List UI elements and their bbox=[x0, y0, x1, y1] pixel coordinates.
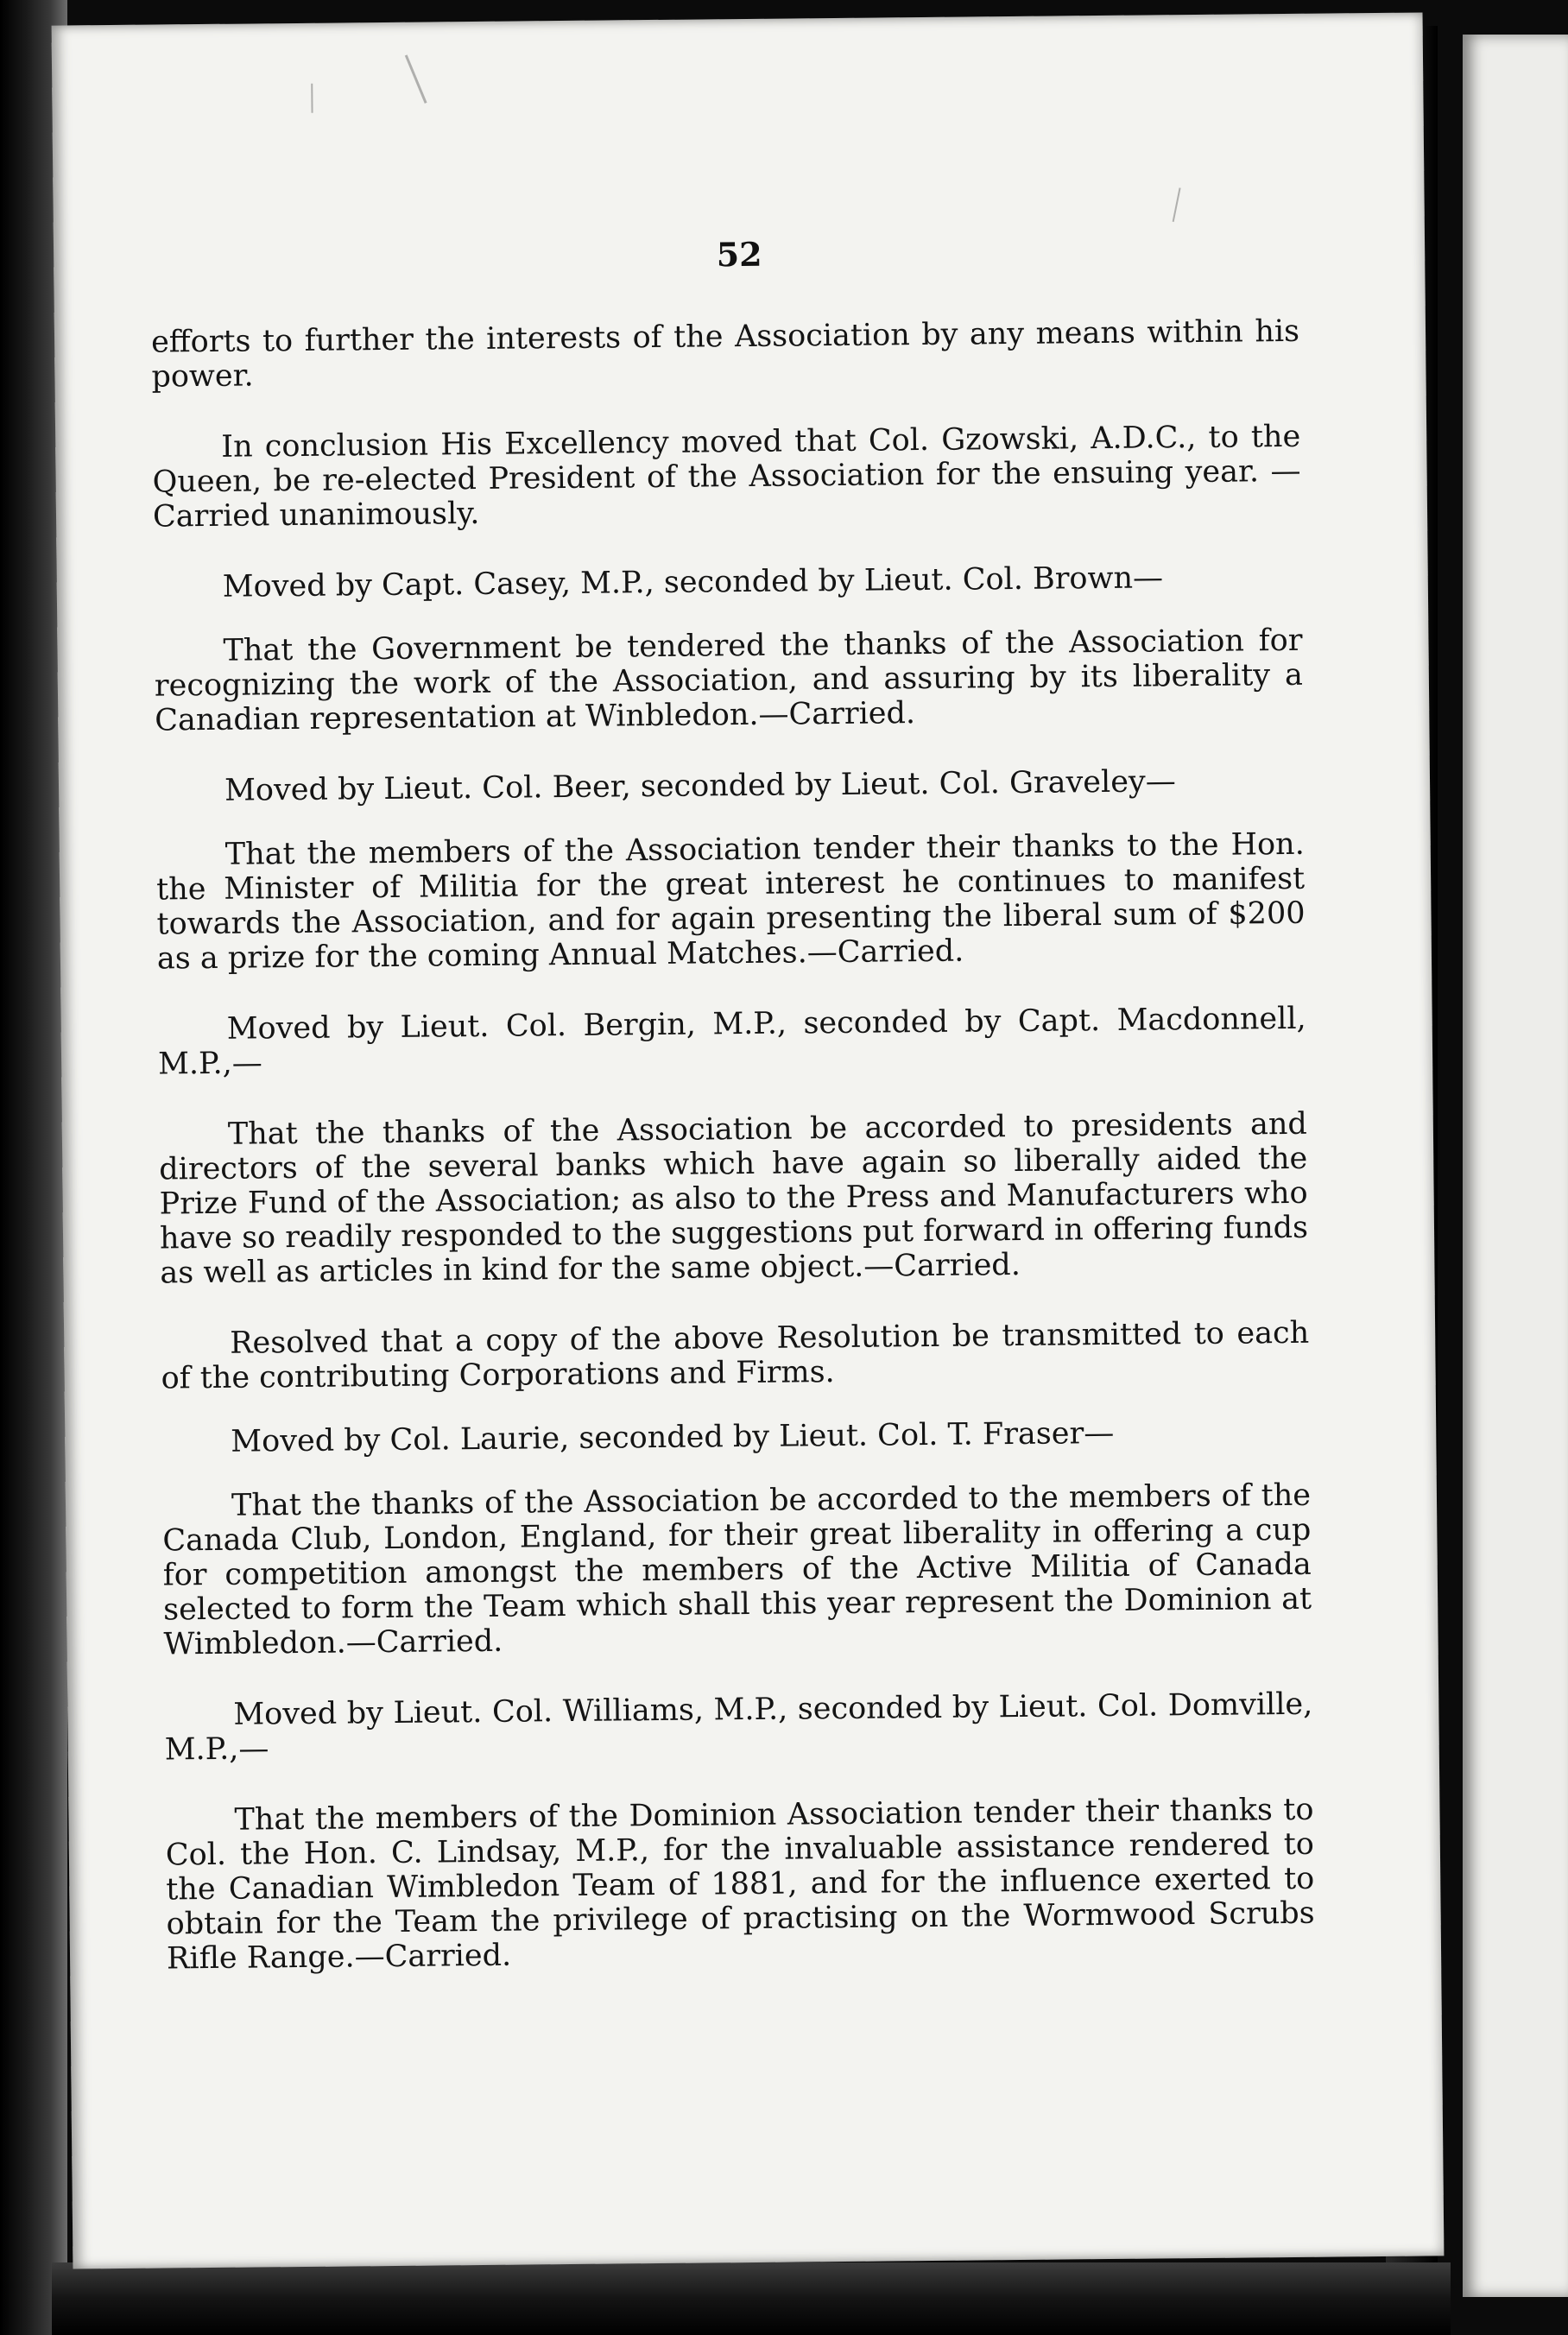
resolution-minister-thanks: That the members of the Association tender their thanks to the Hon. the Minister of Militia for the great interest he continues to manifest towards the Association, and for again presenting the liberal sum of $200 as a prize for the coming Annual Matches.—Carried. bbox=[155, 826, 1306, 977]
motion-laurie: Moved by Col. Laurie, seconded by Lieut. Col. T. Fraser— bbox=[231, 1415, 1115, 1459]
page-number: 52 bbox=[716, 234, 762, 275]
resolution-copy-transmitted: Resolved that a copy of the above Resolution be transmitted to each of the contributing Corporations and Firms. bbox=[161, 1315, 1310, 1396]
motion-bergin: Moved by Lieut. Col. Bergin, M.P., seconded by Capt. Macdonnell, M.P.,— bbox=[157, 1001, 1306, 1082]
page-body bbox=[150, 230, 1315, 1977]
scan-speck bbox=[405, 54, 427, 104]
motion-williams: Moved by Lieut. Col. Williams, M.P., seconded by Lieut. Col. Domville, M.P.,— bbox=[164, 1686, 1313, 1768]
facing-page-edge bbox=[1463, 35, 1568, 2297]
scan-speck bbox=[1173, 187, 1181, 222]
paragraph-continuation: efforts to further the interests of the Association by any means within his power. bbox=[150, 313, 1300, 395]
motion-casey: Moved by Capt. Casey, M.P., seconded by Lieut. Col. Brown— bbox=[222, 560, 1164, 604]
book-bottom-edge bbox=[52, 2262, 1451, 2335]
resolution-government-thanks: That the Government be tendered the thanks of the Association for recognizing the work of the Association, and assuring by its liberality a Canadian representation at Winbledon.—Carried. bbox=[154, 623, 1304, 738]
book-page bbox=[52, 12, 1445, 2269]
resolution-banks-thanks: That the thanks of the Association be accorded to presidents and directors of the several banks which have again so liberally aided the Prize Fund of the Association; as also to the Press and Manufacturers who have so readily responded to the suggestions put forward in offering funds as well as articles in kind for the same object.—Carried. bbox=[159, 1106, 1309, 1291]
paragraph-presidency-motion: In conclusion His Excellency moved that Col. Gzowski, A.D.C., to the Queen, be re-elected President of the Association for the ensuing year. —Carried unanimously. bbox=[152, 419, 1301, 535]
motion-beer: Moved by Lieut. Col. Beer, seconded by Lieut. Col. Graveley— bbox=[224, 764, 1176, 808]
scan-speck bbox=[311, 84, 313, 113]
resolution-lindsay-thanks: That the members of the Dominion Association tender their thanks to Col. the Hon. C. Lindsay, M.P., for the invaluable assistance rendered to the Canadian Wimbledon Team of 1881, and for the influence exerted to obtain for the Team the privilege of practising on the Wormwood Scrubs Rifle Range.—Carried. bbox=[165, 1792, 1315, 1977]
resolution-canada-club-thanks: That the thanks of the Association be accorded to the members of the Canada Club, London, England, for their great liberality in offering a cup for competition amongst the members of the Active Militia of Canada selected to form the Team which shall this year represent the Dominion at Wimbledon.—Carried. bbox=[162, 1478, 1312, 1662]
